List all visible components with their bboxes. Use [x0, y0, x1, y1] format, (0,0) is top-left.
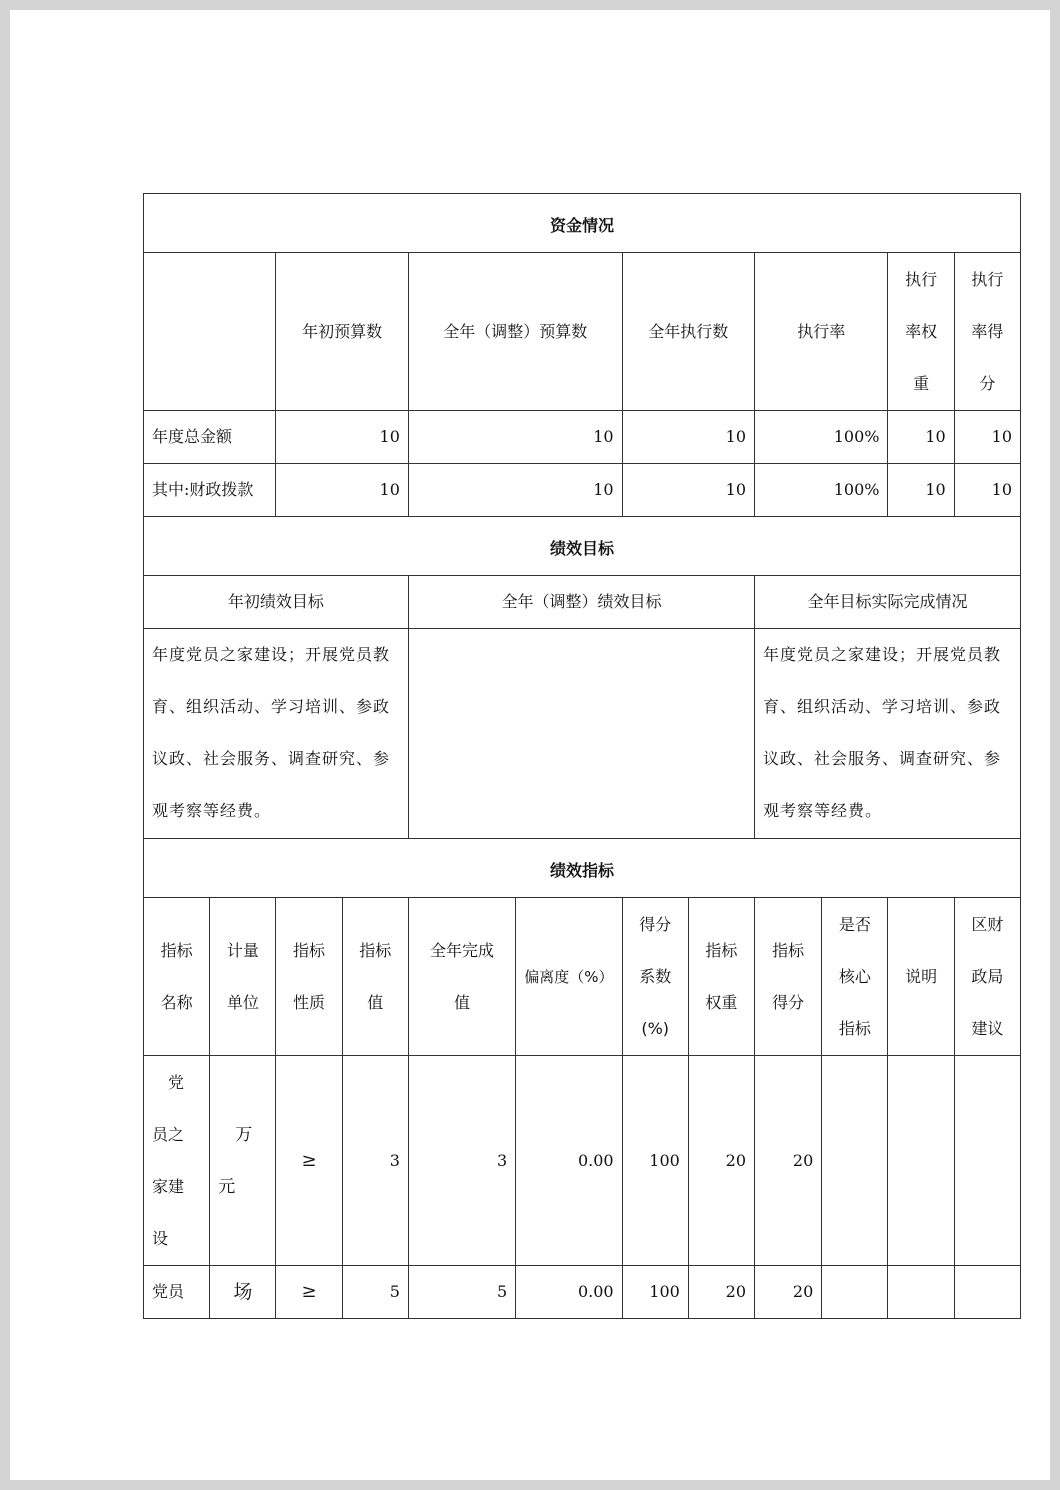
indicator-weight: 20	[688, 1056, 754, 1266]
indicator-row	[144, 1266, 1021, 1319]
funds-row-total	[144, 411, 1021, 464]
funds-adjusted-value: 10	[408, 411, 622, 464]
funds-executed-value: 10	[622, 464, 754, 517]
header-indicator-score: 指标 得分	[755, 898, 822, 1056]
funds-rate-value: 100%	[755, 411, 888, 464]
indicator-note	[888, 1266, 954, 1319]
header-finance-advice: 区财 政局 建议	[954, 898, 1020, 1056]
header-adjusted-goal: 全年（调整）绩效目标	[408, 576, 754, 629]
indicator-name: 党员	[144, 1266, 210, 1319]
funds-score-value: 10	[954, 464, 1020, 517]
indicator-score: 20	[755, 1266, 822, 1319]
funds-row-label: 其中:财政拨款	[144, 464, 276, 517]
header-completed-value: 全年完成 值	[408, 898, 515, 1056]
header-indicator-name: 指标 名称	[144, 898, 210, 1056]
indicator-name: 党 员之 家建 设	[144, 1056, 210, 1266]
header-indicator-weight: 指标 权重	[688, 898, 754, 1056]
indicator-deviation: 0.00	[516, 1266, 622, 1319]
funds-adjusted-value: 10	[408, 464, 622, 517]
indicator-coef: 100	[622, 1266, 688, 1319]
funds-section-title: 资金情况	[144, 194, 1021, 253]
indicator-nature: ≥	[276, 1056, 342, 1266]
indicator-deviation: 0.00	[516, 1056, 622, 1266]
funds-executed-value: 10	[622, 411, 754, 464]
funds-header-blank	[144, 253, 276, 411]
header-adjusted-budget: 全年（调整）预算数	[408, 253, 622, 411]
indicator-completed: 3	[408, 1056, 515, 1266]
header-exec-score: 执行 率得 分	[954, 253, 1020, 411]
funds-weight-value: 10	[888, 411, 954, 464]
header-target-value: 指标 值	[342, 898, 408, 1056]
header-core-indicator: 是否 核心 指标	[822, 898, 888, 1056]
performance-table	[143, 193, 1021, 1319]
indicator-completed: 5	[408, 1266, 515, 1319]
indicator-core	[822, 1266, 888, 1319]
header-exec-weight: 执行 率权 重	[888, 253, 954, 411]
header-score-coef: 得分 系数 (%)	[622, 898, 688, 1056]
indicator-value: 3	[342, 1056, 408, 1266]
indicator-advice	[954, 1266, 1020, 1319]
actual-completion-text: 年度党员之家建设；开展党员教育、组织活动、学习培训、参政议政、社会服务、调查研究、参观考察等经费。	[755, 629, 1021, 839]
header-unit: 计量 单位	[210, 898, 276, 1056]
document-page	[10, 10, 1050, 1480]
indicator-row	[144, 1056, 1021, 1266]
funds-weight-value: 10	[888, 464, 954, 517]
indicator-unit: 场	[210, 1266, 276, 1319]
header-initial-goal: 年初绩效目标	[144, 576, 409, 629]
indicator-advice	[954, 1056, 1020, 1266]
indicator-note	[888, 1056, 954, 1266]
header-actual-completion: 全年目标实际完成情况	[755, 576, 1021, 629]
header-exec-rate: 执行率	[755, 253, 888, 411]
indicator-coef: 100	[622, 1056, 688, 1266]
header-deviation: 偏离度（%）	[516, 898, 622, 1056]
funds-rate-value: 100%	[755, 464, 888, 517]
indicator-nature: ≥	[276, 1266, 342, 1319]
initial-goal-text: 年度党员之家建设；开展党员教育、组织活动、学习培训、参政议政、社会服务、调查研究、参观考察等经费。	[144, 629, 409, 839]
indicators-section-title: 绩效指标	[144, 839, 1021, 898]
funds-score-value: 10	[954, 411, 1020, 464]
indicator-unit: 万 元	[210, 1056, 276, 1266]
goals-section-title: 绩效目标	[144, 517, 1021, 576]
funds-row-label: 年度总金额	[144, 411, 276, 464]
header-nature: 指标 性质	[276, 898, 342, 1056]
adjusted-goal-text	[408, 629, 754, 839]
header-note: 说明	[888, 898, 954, 1056]
funds-initial-value: 10	[276, 411, 408, 464]
funds-row-fiscal	[144, 464, 1021, 517]
indicator-core	[822, 1056, 888, 1266]
indicator-value: 5	[342, 1266, 408, 1319]
funds-initial-value: 10	[276, 464, 408, 517]
indicator-score: 20	[755, 1056, 822, 1266]
header-initial-budget: 年初预算数	[276, 253, 408, 411]
header-executed: 全年执行数	[622, 253, 754, 411]
indicator-weight: 20	[688, 1266, 754, 1319]
